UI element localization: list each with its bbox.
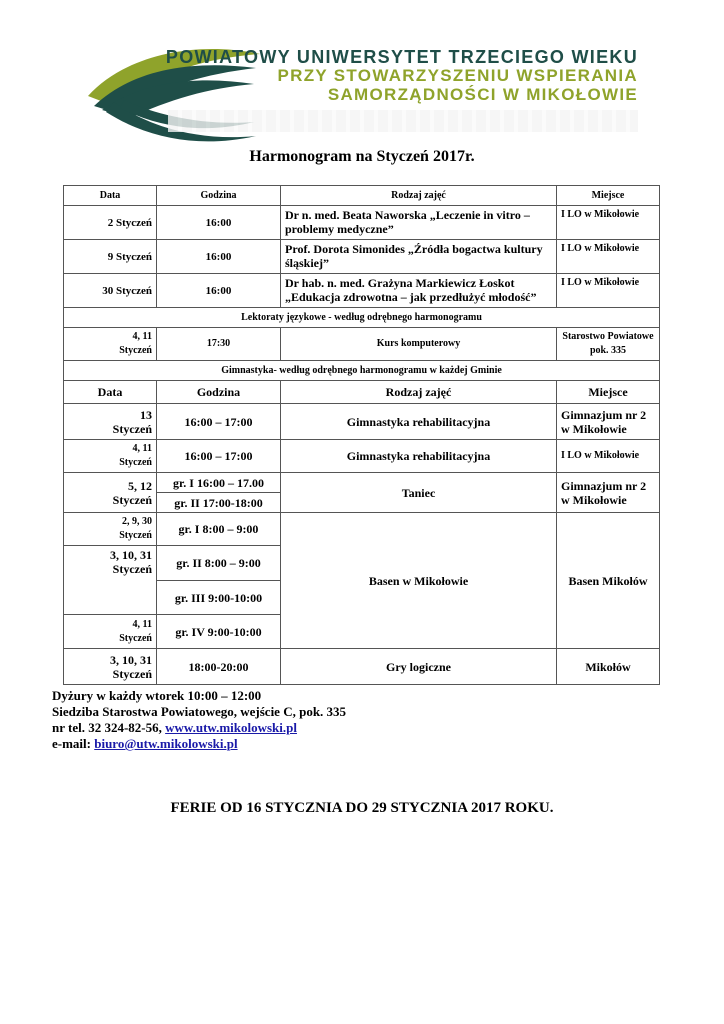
table-row xyxy=(64,274,660,308)
date-days: 5, 12 xyxy=(128,478,152,493)
office-address: Siedziba Starostwa Powiatowego, wejście C, pok. 335 xyxy=(52,704,347,719)
row-time: gr. II 17:00-18:00 xyxy=(157,493,281,513)
date-month: Styczeń xyxy=(112,562,152,576)
phone-number: nr tel. 32 324-82-56, xyxy=(52,720,162,735)
row-activity: Dr hab. n. med. Grażyna Markiewicz Łoskot „Edukacja zdrowotna – jak przedłużyć młodość” xyxy=(281,274,557,308)
row-date xyxy=(64,513,157,546)
row-date xyxy=(64,440,157,473)
date-days: 4, 11 xyxy=(132,618,152,630)
date-days: 4, 11 xyxy=(132,443,152,454)
page-header xyxy=(0,0,724,150)
row-time: 17:30 xyxy=(157,328,281,361)
org-name-line2: PRZY STOWARZYSZENIU WSPIERANIA xyxy=(277,66,638,85)
row-date xyxy=(64,615,157,649)
table-row xyxy=(64,206,660,240)
row-activity: Gimnastyka rehabilitacyjna xyxy=(281,440,557,473)
row-time: 16:00 xyxy=(157,240,281,274)
table-row xyxy=(64,649,660,685)
date-days: 3, 10, 31 xyxy=(110,548,152,562)
table-row xyxy=(64,308,660,328)
date-month: Styczeń xyxy=(119,457,152,468)
schedule-table xyxy=(63,185,660,685)
row-time: gr. II 8:00 – 9:00 xyxy=(157,546,281,581)
row-time: gr. IV 9:00-10:00 xyxy=(157,615,281,649)
date-month: Styczeń xyxy=(112,666,152,681)
table-row xyxy=(64,328,660,361)
date-days: 2, 9, 30 xyxy=(122,516,152,527)
row-activity: Gry logiczne xyxy=(281,649,557,685)
email-line xyxy=(52,736,346,752)
row-place: Gimnazjum nr 2 w Mikołowie xyxy=(557,404,660,440)
page-title: Harmonogram na Styczeń 2017r. xyxy=(249,148,475,165)
row-place: Basen Mikołów xyxy=(557,513,660,649)
date-month: Styczeń xyxy=(119,632,152,644)
row-time: gr. I 8:00 – 9:00 xyxy=(157,513,281,546)
date-month: Styczeń xyxy=(119,345,152,356)
lektoraty-note: Lektoraty językowe - według odrębnego harmonogramu xyxy=(64,308,660,328)
row-date: 2 Styczeń xyxy=(64,206,157,240)
date-days: 3, 10, 31 xyxy=(110,652,152,667)
table-row xyxy=(64,440,660,473)
row-time: 18:00-20:00 xyxy=(157,649,281,685)
email-link[interactable]: biuro@utw.mikolowski.pl xyxy=(94,736,238,751)
row-activity: Taniec xyxy=(281,473,557,513)
table-row xyxy=(64,513,660,546)
row-date: 30 Styczeń xyxy=(64,274,157,308)
row-date xyxy=(64,473,157,513)
row-time: 16:00 xyxy=(157,206,281,240)
duty-hours: Dyżury w każdy wtorek 10:00 – 12:00 xyxy=(52,688,262,703)
website-link[interactable]: www.utw.mikolowski.pl xyxy=(165,720,297,735)
date-month: Styczeń xyxy=(119,530,152,541)
header-activity: Rodzaj zajęć xyxy=(281,186,557,206)
row-date xyxy=(64,404,157,440)
row-time: 16:00 – 17:00 xyxy=(157,440,281,473)
email-label: e-mail: xyxy=(52,736,91,751)
row-place: I LO w Mikołowie xyxy=(557,274,660,308)
contact-info xyxy=(52,688,346,752)
date-month: Styczeń xyxy=(112,492,152,507)
row-activity: Basen w Mikołowie xyxy=(281,513,557,649)
date-month: Styczeń xyxy=(112,421,152,436)
header-date: Data xyxy=(64,186,157,206)
header-time: Godzina xyxy=(157,186,281,206)
holiday-notice: FERIE OD 16 STYCZNIA DO 29 STYCZNIA 2017 ROKU. xyxy=(170,800,554,816)
gym-note: Gimnastyka- według odrębnego harmonogramu w każdej Gminie xyxy=(64,361,660,381)
header-place: Miejsce xyxy=(557,186,660,206)
table-header-row xyxy=(64,381,660,404)
row-place: Gimnazjum nr 2 w Mikołowie xyxy=(557,473,660,513)
row-time: gr. III 9:00-10:00 xyxy=(157,581,281,615)
row-activity: Dr n. med. Beata Naworska „Leczenie in vitro – problemy medyczne” xyxy=(281,206,557,240)
table-row xyxy=(64,473,660,493)
row-place: Mikołów xyxy=(557,649,660,685)
table-row xyxy=(64,404,660,440)
row-time: gr. I 16:00 – 17.00 xyxy=(157,473,281,493)
table-header-row xyxy=(64,186,660,206)
row-activity: Prof. Dorota Simonides „Źródła bogactwa kultury śląskiej” xyxy=(281,240,557,274)
row-date: 9 Styczeń xyxy=(64,240,157,274)
phone-line xyxy=(52,720,346,736)
date-days: 4, 11 xyxy=(132,331,152,342)
date-days: 13 xyxy=(140,407,152,422)
org-name-line1: POWIATOWY UNIWERSYTET TRZECIEGO WIEKU xyxy=(165,47,638,67)
row-date xyxy=(64,546,157,615)
row-place: I LO w Mikołowie xyxy=(557,440,660,473)
header-place: Miejsce xyxy=(557,381,660,404)
row-time: 16:00 xyxy=(157,274,281,308)
row-activity: Gimnastyka rehabilitacyjna xyxy=(281,404,557,440)
row-time: 16:00 – 17:00 xyxy=(157,404,281,440)
row-place: I LO w Mikołowie xyxy=(557,240,660,274)
faded-reflection xyxy=(168,110,638,132)
row-place: I LO w Mikołowie xyxy=(557,206,660,240)
org-name-line3: SAMORZĄDNOŚCI W MIKOŁOWIE xyxy=(327,85,638,104)
row-date xyxy=(64,649,157,685)
header-date: Data xyxy=(64,381,157,404)
row-place: Starostwo Powiatowe pok. 335 xyxy=(557,328,660,361)
header-activity: Rodzaj zajęć xyxy=(281,381,557,404)
row-date xyxy=(64,328,157,361)
table-row xyxy=(64,240,660,274)
table-row xyxy=(64,361,660,381)
row-activity: Kurs komputerowy xyxy=(281,328,557,361)
header-time: Godzina xyxy=(157,381,281,404)
